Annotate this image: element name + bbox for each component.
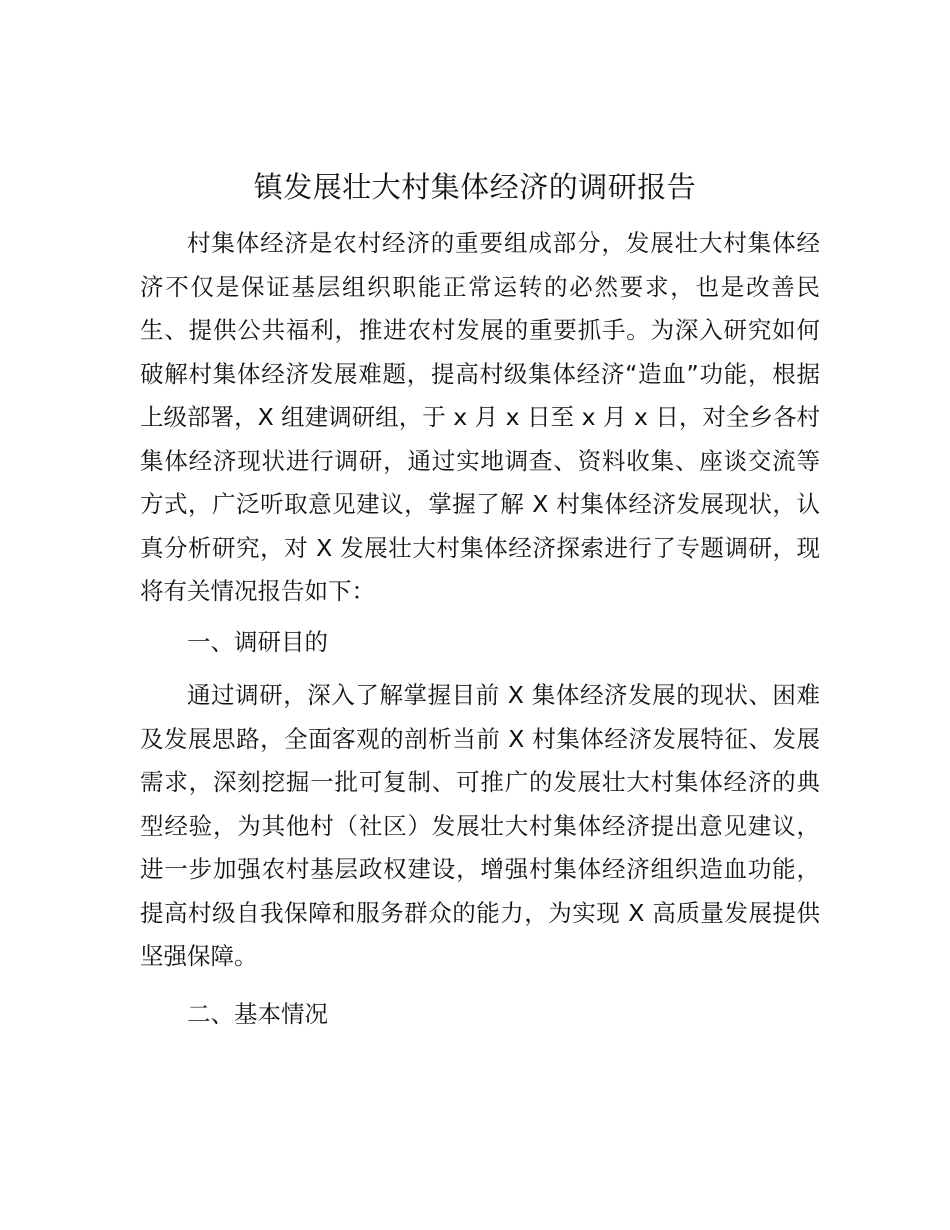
intro-paragraph: 村集体经济是农村经济的重要组成部分，发展壮大村集体经济不仅是保证基层组织职能正常运转的必然要求，也是改善民生、提供公共福利，推进农村发展的重要抓手。为深入研究如何破解村集体经济发展难题，提高村级集体经济“造血”功能，根据上级部署，X 组建调研组，于 x 月 x 日至 x 月 x 日，对全乡各村集体经济现状进行调研，通过实地调查、资料收集、座谈交流等方式，广泛听取意见建议，掌握了解 X 村集体经济发展现状，认真分析研究，对 X 发展壮大村集体经济探索进行了专题调研，现将有关情况报告如下： — [140, 229, 820, 605]
document-body — [140, 222, 820, 1036]
purpose-paragraph: 通过调研，深入了解掌握目前 X 集体经济发展的现状、困难及发展思路，全面客观的剖析当前 X 村集体经济发展特征、发展需求，深刻挖掘一批可复制、可推广的发展壮大村集体经济的典型经验，为其他村（社区）发展壮大村集体经济提出意见建议，进一步加强农村基层政权建设，增强村集体经济组织造血功能，提高村级自我保障和服务群众的能力，为实现 X 高质量发展提供坚强保障。 — [140, 681, 820, 970]
document-title: 镇发展壮大村集体经济的调研报告 — [253, 170, 697, 204]
section-heading-purpose: 一、调研目的 — [187, 627, 328, 656]
section-heading-basic-situation: 二、基本情况 — [187, 999, 328, 1028]
